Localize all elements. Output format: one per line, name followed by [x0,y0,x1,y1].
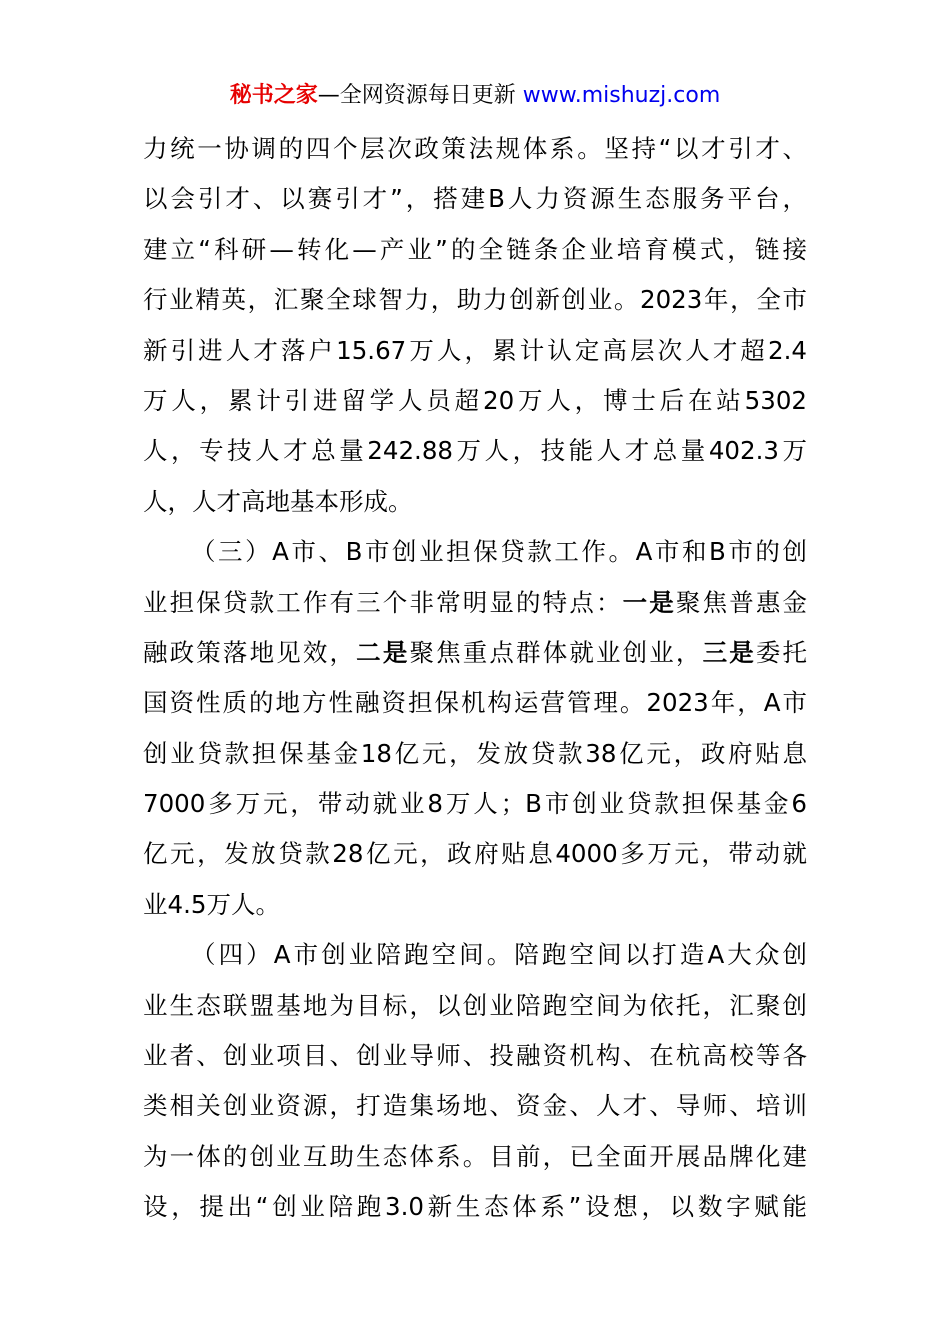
text-line: 国资性质的地方性融资担保机构运营管理。2023年，A市 [143,688,807,718]
text-line: 建立“科研—转化—产业”的全链条企业培育模式，链接 [143,234,807,264]
text-line: 业者、创业项目、创业导师、投融资机构、在杭高校等各 [143,1041,807,1071]
text-line: 力统一协调的四个层次政策法规体系。坚持“以才引才、 [143,134,807,163]
point-one-label: 一是 [622,587,676,617]
site-header [0,80,950,112]
text-line: 新引进人才落户15.67万人，累计认定高层次人才超2.4 [143,335,807,365]
text-line: 人，专技人才总量242.88万人，技能人才总量402.3万 [143,436,807,466]
text-line: 业4.5万人。 [143,889,280,919]
section-heading-4: （四）A市创业陪跑空间。陪跑空间以打造A大众创 [191,940,807,970]
text-line: 万人，累计引进留学人员超20万人，博士后在站5302 [143,385,807,415]
text-line: 行业精英，汇聚全球智力，助力创新创业。2023年，全市 [143,285,807,315]
text-line: 设，提出“创业陪跑3.0新生态体系”设想，以数字赋能 [143,1192,807,1222]
text-segment: 聚焦重点群体就业创业， [409,637,703,667]
text-segment: 业担保贷款工作有三个非常明显的特点： [143,587,623,617]
text-line: 类相关创业资源，打造集场地、资金、人才、导师、培训 [143,1091,807,1121]
text-line: 业生态联盟基地为目标，以创业陪跑空间为依托，汇聚创 [143,990,807,1020]
text-segment: 融政策落地见效， [143,637,357,667]
text-line: 人，人才高地基本形成。 [143,486,413,516]
point-three-label: 三是 [702,637,756,667]
text-line: 7000多万元，带动就业8万人；B市创业贷款担保基金6 [143,789,807,819]
site-url-link[interactable]: www.mishuzj.com [522,83,721,108]
section-heading-3: （三）A市、B市创业担保贷款工作。A市和B市的创 [191,537,807,567]
point-two-label: 二是 [356,637,410,667]
text-segment: 委托 [755,637,808,667]
text-line: 以会引才、以赛引才”，搭建B人力资源生态服务平台， [143,184,807,214]
text-segment: 聚焦普惠金 [675,587,808,617]
text-line [143,628,807,678]
text-line: 为一体的创业互助生态体系。目前，已全面开展品牌化建 [143,1141,807,1171]
text-line [143,578,807,628]
text-line: 亿元，发放贷款28亿元，政府贴息4000多万元，带动就 [143,839,807,869]
site-tagline: —全网资源每日更新 [317,83,516,108]
site-brand: 秘书之家 [229,83,318,108]
document-body [143,124,807,1233]
text-line: 创业贷款担保基金18亿元，发放贷款38亿元，政府贴息 [143,738,807,768]
